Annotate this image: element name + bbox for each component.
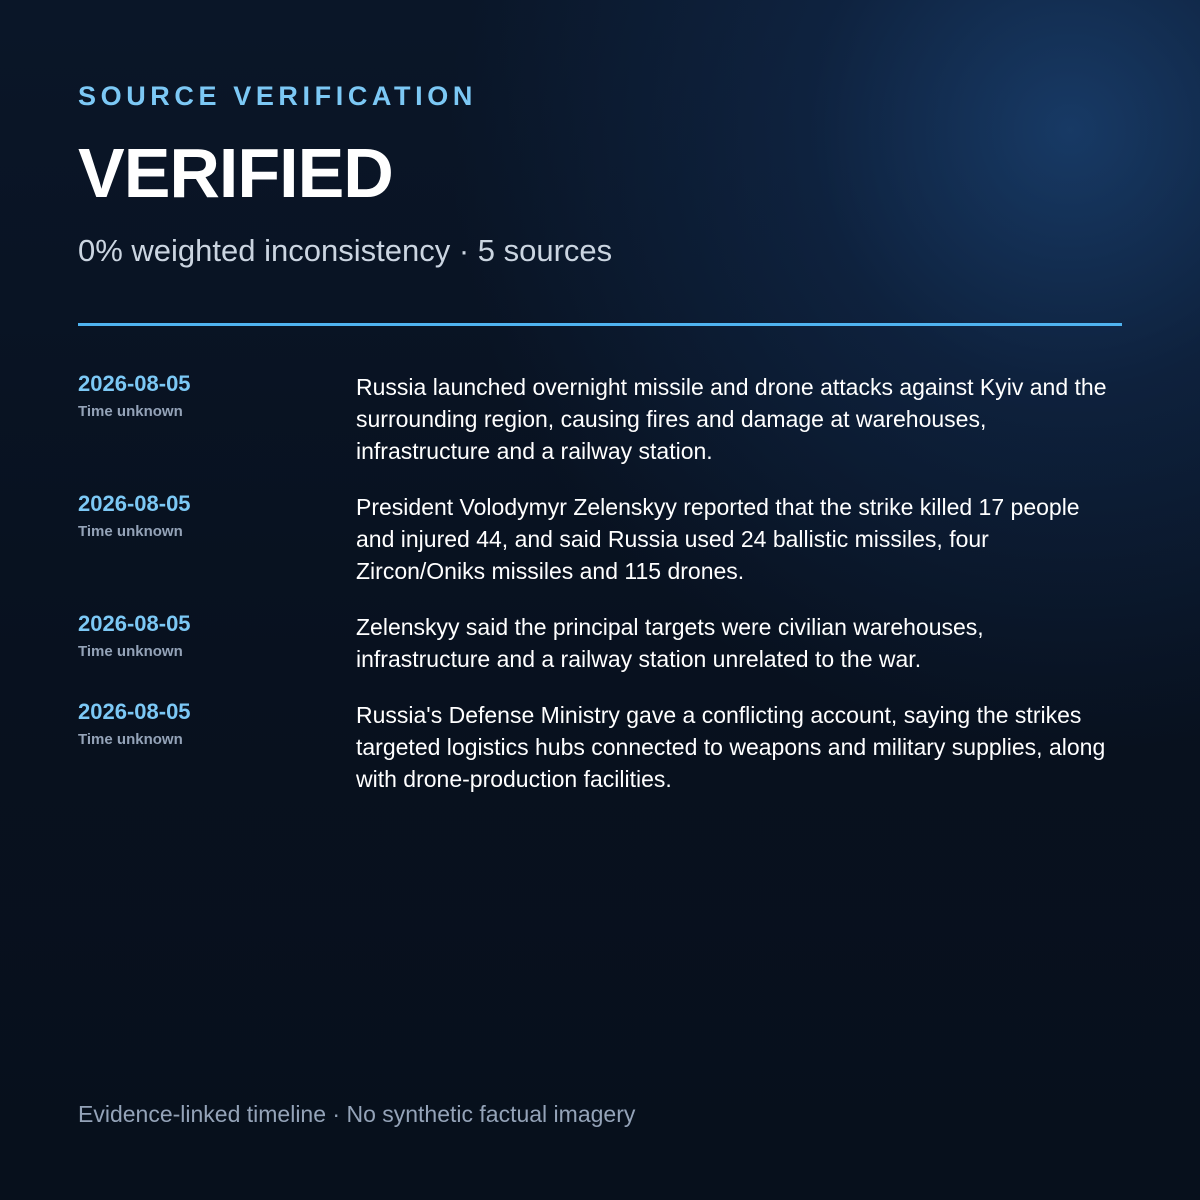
entry-time: Time unknown: [78, 403, 183, 420]
timeline: [78, 370, 1122, 818]
entry-text: President Volodymyr Zelenskyy reported that the strike killed 17 people and injured 44, and said Russia used 24 ballistic missiles, four Zircon/Oniks missiles and 115 drones.: [356, 494, 1080, 584]
entry-date: 2026-08-05: [78, 611, 191, 636]
entry-text: Russia launched overnight missile and drone attacks against Kyiv and the surrounding region, causing fires and damage at warehouses, infrastructure and a railway station.: [356, 374, 1107, 464]
timeline-entry: [78, 610, 1122, 698]
entry-meta: [78, 610, 356, 698]
entry-date: 2026-08-05: [78, 491, 191, 516]
entry-time: Time unknown: [78, 643, 183, 660]
timeline-entry: [78, 370, 1122, 490]
entry-meta: [78, 370, 356, 490]
verification-card: [78, 0, 1122, 1200]
entry-date: 2026-08-05: [78, 371, 191, 396]
verification-summary: 0% weighted inconsistency · 5 sources: [78, 233, 613, 268]
timeline-entry: [78, 490, 1122, 610]
eyebrow-label: SOURCE VERIFICATION: [78, 81, 477, 111]
entry-date: 2026-08-05: [78, 699, 191, 724]
entry-text: Zelenskyy said the principal targets were civilian warehouses, infrastructure and a railway station unrelated to the war.: [356, 614, 984, 672]
timeline-entry: [78, 698, 1122, 818]
verification-status: VERIFIED: [78, 134, 393, 212]
entry-text: Russia's Defense Ministry gave a conflicting account, saying the strikes targeted logistics hubs connected to weapons and military supplies, along with drone-production facilities.: [356, 702, 1106, 792]
entry-time: Time unknown: [78, 523, 183, 540]
entry-meta: [78, 698, 356, 818]
footer-note: Evidence-linked timeline · No synthetic factual imagery: [78, 1101, 636, 1127]
entry-meta: [78, 490, 356, 610]
section-divider: [78, 323, 1122, 326]
entry-time: Time unknown: [78, 731, 183, 748]
